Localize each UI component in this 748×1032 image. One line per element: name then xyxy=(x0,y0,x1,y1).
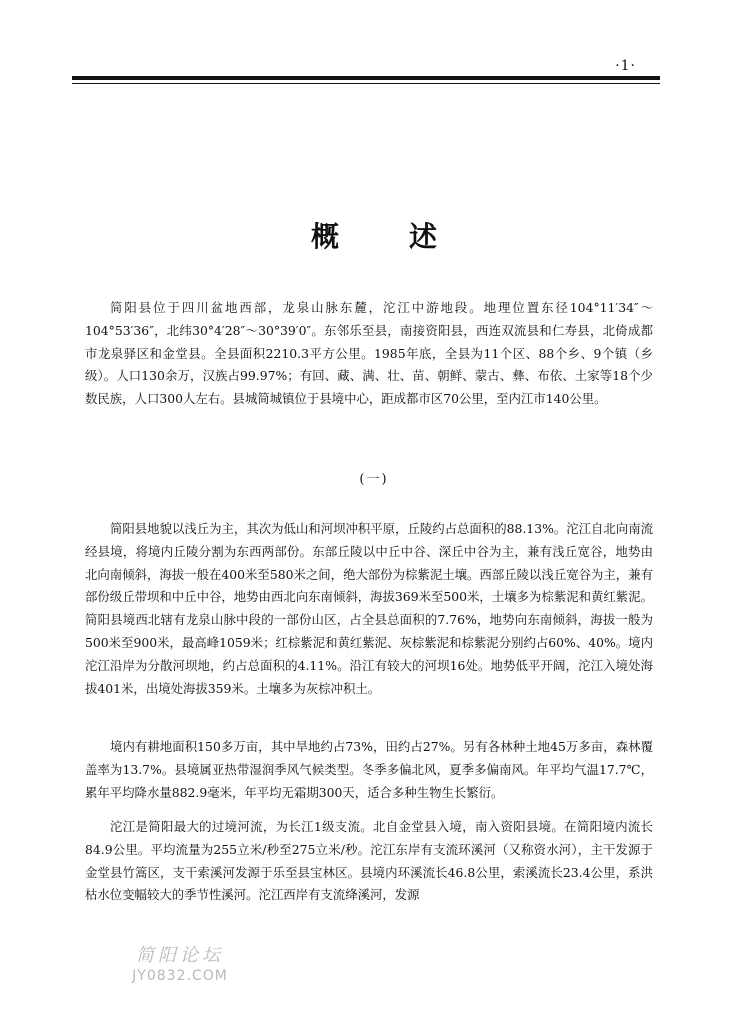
header-rule-thick xyxy=(72,76,660,80)
page-number: ·1· xyxy=(615,58,636,74)
paragraph-landform: 简阳县地貌以浅丘为主，其次为低山和河坝冲积平原，丘陵约占总面积的88.13%。沱江自北向南流经县境，将境内丘陵分割为东西两部份。东部丘陵以中丘中谷、深丘中谷为主，兼有浅丘宽谷，地势由北向南倾斜，海拔一般在400米至580米之间，绝大部份为棕紫泥土壤。西部丘陵以浅丘宽谷为主，兼有部份级丘带坝和中丘中谷，地势由西北向东南倾斜，海拔369米至500米，土壤多为棕紫泥和黄红紫泥。简阳县境西北辖有龙泉山脉中段的一部份山区，占全县总面积的7.76%，地势向东南倾斜，海拔一般为500米至900米，最高峰1059米；红棕紫泥和黄红紫泥、灰棕紫泥和棕紫泥分别约占60%、40%。境内沱江沿岸为分散河坝地，约占总面积的4.11%。沿江有较大的河坝16处。地势低平开阔，沱江入境处海拔401米，出境处海拔359米。土壤多为灰棕冲积土。 xyxy=(85,521,653,696)
watermark-line1: 简阳论坛 xyxy=(136,945,224,966)
watermark-logo xyxy=(130,945,230,985)
paragraph-rivers: 沱江是简阳最大的过境河流，为长江1级支流。北自金堂县入境，南入资阳县境。在简阳境内流长84.9公里。平均流量为255立米/秒至275立米/秒。沱江东岸有支流环溪河（又称资水河），主干发源于金堂县竹篙区，支干索溪河发源于乐至县宝林区。县境内环溪流长46.8公里，索溪流长23.4公里，系洪枯水位变幅较大的季节性溪河。沱江西岸有支流绛溪河，发源 xyxy=(85,819,653,903)
paragraph-location: 简阳县位于四川盆地西部，龙泉山脉东麓，沱江中游地段。地理位置东径104°11′34″～104°53′36″，北纬30°4′28″～30°39′0″。东邻乐至县，南接资阳县，西连双流县和仁寿县，北倚成都市龙泉驿区和金堂县。全县面积2210.3平方公里。1985年底，全县为11个区、88个乡、9个镇（乡级）。人口130余万，汉族占99.97%；有回、藏、满、壮、苗、朝鲜、蒙古、彝、布依、土家等18个少数民族，人口300人左右。县城简城镇位于县境中心，距成都市区70公里，至内江市140公里。 xyxy=(85,300,653,407)
section-marker: (一) xyxy=(359,472,389,487)
paragraph-land-climate: 境内有耕地面积150多万亩，其中旱地约占73%，田约占27%。另有各林种土地45万多亩，森林覆盖率为13.7%。县境属亚热带湿润季风气候类型。冬季多偏北风，夏季多偏南风。年平均气温17.7℃，累年平均降水量882.9毫米，年平均无霜期300天，适合多种生物生长繁衍。 xyxy=(85,739,653,800)
watermark-line2: JY0832.COM xyxy=(132,968,228,984)
header-rule-thin xyxy=(72,83,660,84)
page-title: 概述 xyxy=(310,220,507,253)
